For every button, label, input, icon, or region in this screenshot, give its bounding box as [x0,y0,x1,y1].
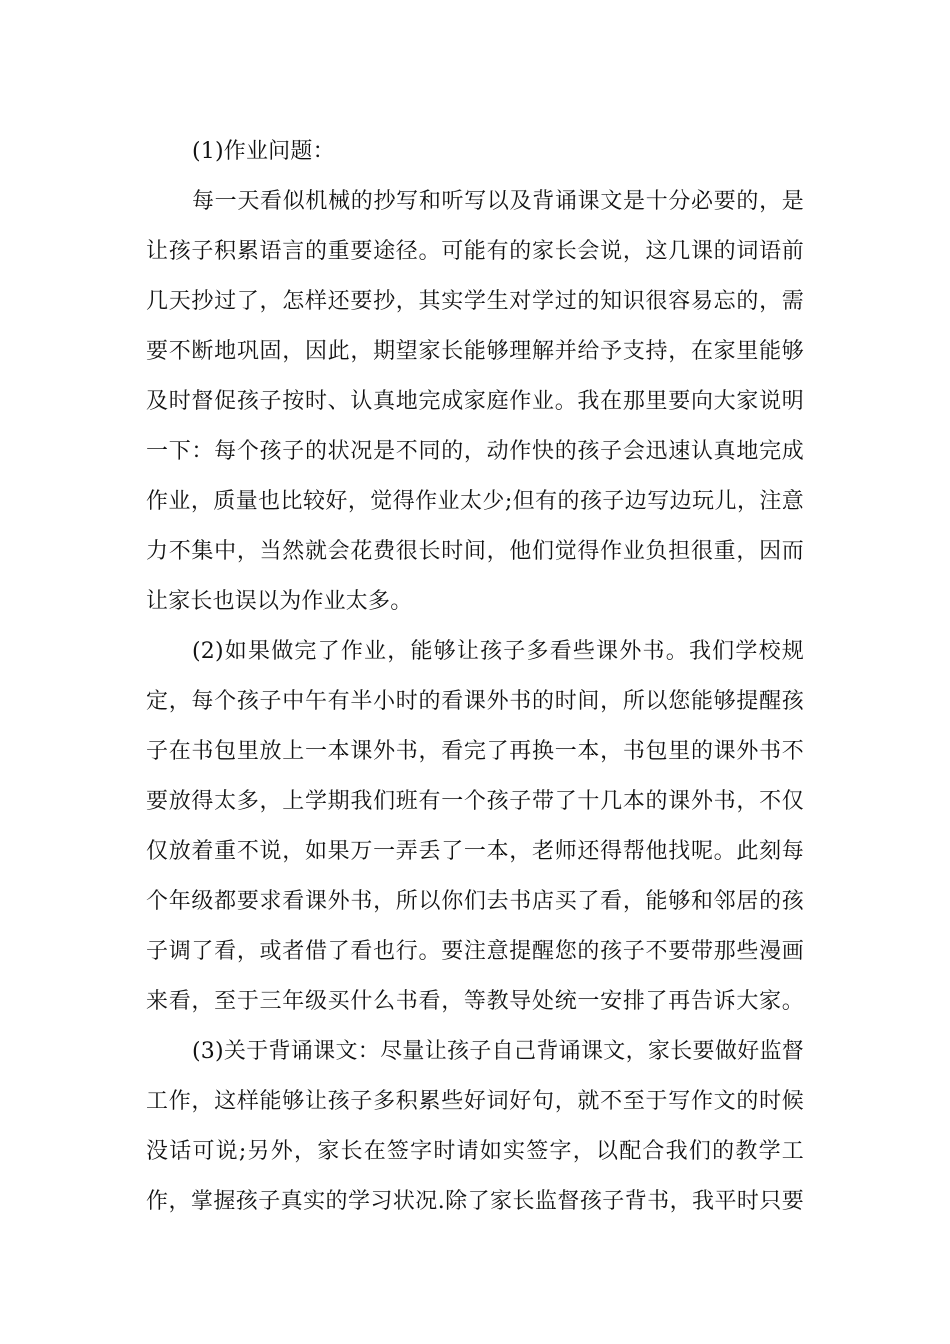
paragraph-3-line-7: 子调了看，或者借了看也行。要注意提醒您的孩子不要带那些漫画 [146,939,804,964]
paragraph-3-line-8: 来看，至于三年级买什么书看，等教导处统一安排了再告诉大家。 [146,989,804,1014]
paragraph-3-line-1: (2)如果做完了作业，能够让孩子多看些课外书。我们学校规 [192,639,804,664]
paragraph-4-line-1: (3)关于背诵课文：尽量让孩子自己背诵课文，家长要做好监督 [192,1039,804,1064]
paragraph-3-line-4: 要放得太多，上学期我们班有一个孩子带了十几本的课外书，不仅 [146,789,804,814]
paragraph-4-line-2: 工作，这样能够让孩子多积累些好词好句，就不至于写作文的时候 [146,1089,804,1114]
paragraph-2-line-2: 让孩子积累语言的重要途径。可能有的家长会说，这几课的词语前 [146,239,804,264]
paragraph-2-line-6: 一下：每个孩子的状况是不同的，动作快的孩子会迅速认真地完成 [146,439,804,464]
paragraph-4-line-4: 作，掌握孩子真实的学习状况.除了家长监督孩子背书，我平时只要 [146,1189,804,1214]
paragraph-3-line-3: 子在书包里放上一本课外书，看完了再换一本，书包里的课外书不 [146,739,804,764]
paragraph-2-line-4: 要不断地巩固，因此，期望家长能够理解并给予支持，在家里能够 [146,339,804,364]
paragraph-3-line-5: 仅放着重不说，如果万一弄丢了一本，老师还得帮他找呢。此刻每 [146,839,804,864]
paragraph-2-line-8: 力不集中，当然就会花费很长时间，他们觉得作业负担很重，因而 [146,539,804,564]
paragraph-3-line-2: 定，每个孩子中午有半小时的看课外书的时间，所以您能够提醒孩 [146,689,804,714]
paragraph-2-line-5: 及时督促孩子按时、认真地完成家庭作业。我在那里要向大家说明 [146,389,804,414]
paragraph-3-line-6: 个年级都要求看课外书，所以你们去书店买了看，能够和邻居的孩 [146,889,804,914]
paragraph-2-line-7: 作业，质量也比较好，觉得作业太少;但有的孩子边写边玩儿，注意 [146,489,804,514]
paragraph-2-line-3: 几天抄过了，怎样还要抄，其实学生对学过的知识很容易忘的，需 [146,289,804,314]
paragraph-2-line-1: 每一天看似机械的抄写和听写以及背诵课文是十分必要的，是 [192,189,804,214]
paragraph-2-line-9: 让家长也误以为作业太多。 [146,589,413,614]
paragraph-4-line-3: 没话可说;另外，家长在签字时请如实签字，以配合我们的教学工 [146,1139,804,1164]
paragraph-1-line-1: (1)作业问题： [192,139,335,164]
